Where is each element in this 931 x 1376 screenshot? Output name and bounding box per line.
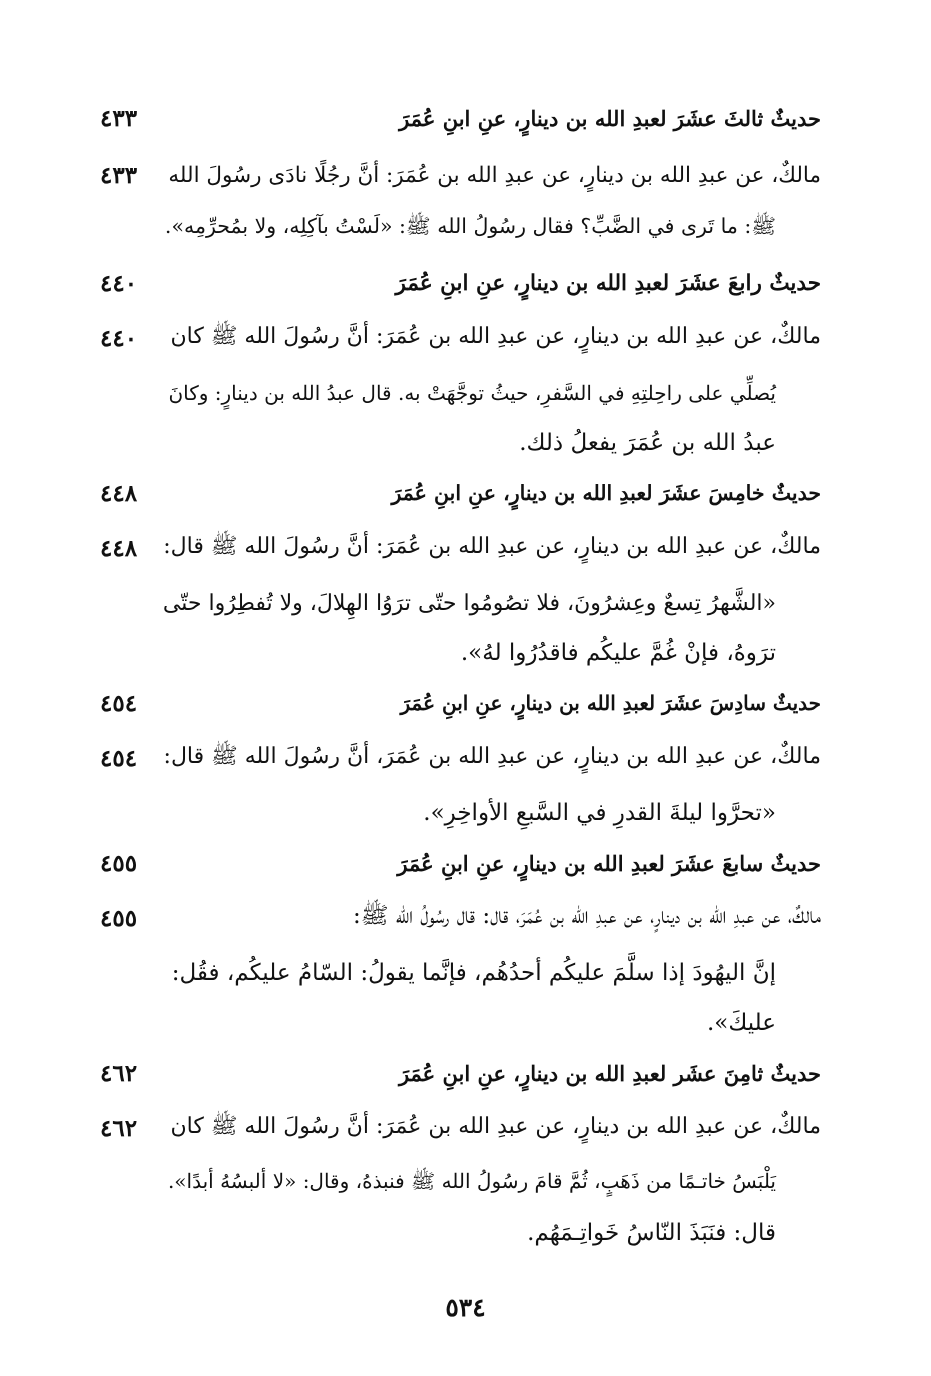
hadith-line (0, 1108, 931, 1148)
hadith-line (0, 1003, 931, 1043)
hadith-line (0, 953, 931, 993)
hadith-line (0, 1163, 931, 1203)
hadith-heading (0, 843, 931, 883)
hadith-heading (0, 473, 931, 513)
hadith-text: قال: فنَبَذَ النّاسُ خَواتِـمَهُم. (527, 1220, 776, 1246)
hadith-text: مالكٌ، عن عبدِ الله بن دينارٍ، عن عبدِ الله بن عُمَرَ: أنَّ رسُولَ الله ﷺ كان (170, 1114, 821, 1139)
heading-number: ٤٥٤ (100, 689, 138, 717)
hadith-heading (0, 263, 931, 303)
hadith-line (0, 583, 931, 623)
hadith-text: مالكٌ، عن عبدِ الله بن دينارٍ، عن عبدِ الله بن عُمَرَ، قال: قال رسُولُ الله ﷺ: (352, 903, 821, 929)
page-number: ٥٣٤ (445, 1293, 486, 1322)
hadith-number: ٤٣٣ (100, 161, 138, 189)
hadith-text: عبدُ الله بن عُمَرَ يفعلُ ذلك. (519, 430, 776, 456)
heading-text: حديثٌ ثالثَ عشَرَ لعبدِ الله بن دينارٍ، عنِ ابنِ عُمَرَ (399, 105, 821, 131)
hadith-text: إنَّ اليهُودَ إذا سلَّمَ عليكُم أحدُهُم، فإنَّما يقولُ: السّامُ عليكُم، فقُل: (171, 960, 776, 986)
hadith-text: ترَوهُ، فإنْ غُمَّ عليكُم فاقدُرُوا لهُ». (460, 640, 776, 666)
hadith-number: ٤٤٨ (100, 534, 138, 562)
hadith-text: «الشَّهرُ تِسعٌ وعِشرُونَ، فلا تصُومُوا حتّى ترَوُا الهِلالَ، ولا تُفطِرُوا حتّى (162, 590, 776, 616)
heading-text: حديثٌ خامِسَ عشَرَ لعبدِ الله بن دينارٍ، عنِ ابنِ عُمَرَ (391, 481, 821, 505)
hadith-text: عليكَ». (706, 1010, 776, 1036)
hadith-line (0, 528, 931, 568)
hadith-heading (0, 683, 931, 723)
hadith-line (0, 155, 931, 195)
hadith-line (0, 373, 931, 413)
hadith-text: يَلْبَسُ خاتـمًا من ذَهَبٍ، ثُمَّ قامَ رسُولُ الله ﷺ فنبذهُ، وقال: «لا ألبسُهُ أبدًا». (167, 1168, 776, 1193)
hadith-number: ٤٥٥ (100, 904, 138, 932)
heading-number: ٤٤٨ (100, 479, 138, 507)
hadith-text: مالكٌ، عن عبدِ الله بن دينارٍ، عن عبدِ الله بن عُمَرَ، أنَّ رسُولَ الله ﷺ قال: (163, 744, 821, 769)
heading-number: ٤٣٣ (100, 104, 138, 132)
heading-number: ٤٦٢ (100, 1059, 138, 1087)
heading-text: حديثٌ رابعَ عشَرَ لعبدِ الله بن دينارٍ، عنِ ابنِ عُمَرَ (395, 270, 821, 296)
heading-number: ٤٥٥ (100, 849, 138, 877)
heading-text: حديثٌ سابعَ عشَرَ لعبدِ الله بن دينارٍ، عنِ ابنِ عُمَرَ (397, 850, 821, 876)
hadith-line (0, 898, 931, 938)
hadith-text: يُصلِّي على راحِلتِهِ في السَّفرِ، حيثُ توجَّهَتْ به. قال عبدُ الله بن دينارٍ: وكانَ (168, 381, 776, 405)
heading-text: حديثٌ ثامِنَ عشَر لعبدِ الله بن دينارٍ، عنِ ابنِ عُمَرَ (398, 1060, 821, 1086)
hadith-text: مالكٌ، عن عبدِ الله بن دينارٍ، عن عبدِ الله بن عُمَرَ: أنَّ رسُولَ الله ﷺ كان (170, 324, 821, 349)
hadith-text: مالكٌ، عن عبدِ الله بن دينارٍ، عن عبدِ الله بن عُمَرَ: أنَّ رجُلًا نادَى رسُولَ الله (168, 162, 821, 188)
hadith-heading (0, 98, 931, 138)
hadith-text: ﷺ: ما تَرى في الضَّبِّ؟ فقال رسُولُ الله ﷺ: «لَسْتُ بآكِلِه، ولا بمُحرِّمِه». (164, 214, 776, 238)
hadith-line (0, 423, 931, 463)
hadith-number: ٤٥٤ (100, 744, 138, 772)
hadith-number: ٤٤٠ (100, 324, 138, 352)
hadith-line (0, 318, 931, 358)
hadith-text: «تحرَّوا ليلةَ القدرِ في السَّبعِ الأواخِرِ». (423, 800, 776, 826)
hadith-line (0, 738, 931, 778)
hadith-line (0, 793, 931, 833)
heading-text: حديثٌ سادِسَ عشَرَ لعبدِ الله بن دينارٍ، عنِ ابنِ عُمَرَ (400, 691, 821, 715)
heading-number: ٤٤٠ (100, 269, 138, 297)
hadith-heading (0, 1053, 931, 1093)
hadith-line (0, 209, 931, 249)
hadith-line (0, 1213, 931, 1253)
hadith-text: مالكٌ، عن عبدِ الله بن دينارٍ، عن عبدِ الله بن عُمَرَ: أنَّ رسُولَ الله ﷺ قال: (163, 534, 821, 559)
hadith-number: ٤٦٢ (100, 1114, 138, 1142)
hadith-line (0, 633, 931, 673)
